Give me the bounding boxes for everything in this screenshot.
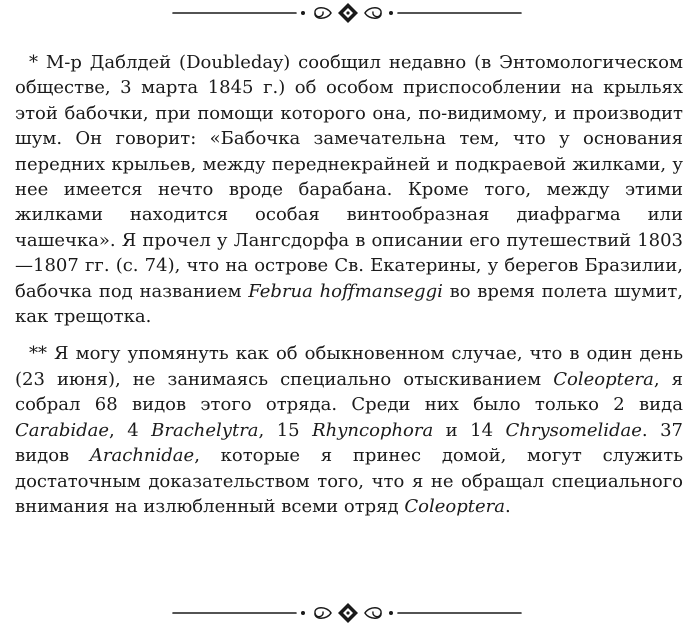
- ornament-divider-bottom: [0, 600, 696, 626]
- footnote-1-text-1: * М-р Даблдей (Doubleday) сообщил недавно (в Энтомологическом обществе, 3 марта 1845 г.) об особом приспособлении на крыльях этой бабочки, при помощи которого она, по-видимому, и производит шум. Он говорит: «Бабочка замечательна тем, что у основания передних крыльев, между переднекрайней и подкраевой жилками, у нее имеется нечто вроде барабана. Кроме того, между этими жилками находится особая винтообразная диафрагма или чашечка». Я прочел у Лангсдорфа в описании его путешествий 1803—1807 гг. (с. 74), что на острове Св. Екатерины, у берегов Бразилии, бабочка под названием: [15, 52, 683, 302]
- footnote-2-text-3: , 4: [109, 419, 152, 441]
- footnote-2-taxon-3: Brachelytra: [151, 419, 259, 441]
- ornament-divider-top: [0, 0, 696, 26]
- footnote-2-taxon-6: Arachnidae: [89, 445, 195, 467]
- footnote-2-taxon-1: Coleoptera: [553, 368, 654, 390]
- footnote-2-text-8: .: [504, 495, 511, 517]
- footnote-2-taxon-4: Rhyncophora: [312, 419, 434, 441]
- footnote-2-text-6: . 37 видов: [15, 419, 683, 467]
- footnote-1-text-2: во время полета шумит, как трещотка.: [15, 280, 684, 328]
- footnote-2-taxon-2: Carabidae: [15, 419, 110, 441]
- footnote-2-taxon-7: Coleoptera: [404, 495, 505, 517]
- footnote-2-text-2: , я собрал 68 видов этого отряда. Среди них было только 2 вида: [15, 368, 683, 416]
- footnote-2-text-1: ** Я могу упомянуть как об обыкновенном случае, что в один день (23 июня), не занимаясь специально отыскиванием: [15, 343, 683, 390]
- footnote-2-text-7: , которые я принес домой, могут служить достаточным доказательством того, что я не обращал специального внимания на излюбленный всеми отряд: [15, 445, 683, 517]
- footnotes: [15, 50, 683, 531]
- footnote-1-species-name: Februa hoffmanseggi: [248, 280, 443, 302]
- footnote-2-taxon-5: Chrysomelidae: [505, 419, 642, 441]
- footnote-2: [15, 341, 683, 519]
- footnote-1: [15, 50, 683, 329]
- footnote-2-text-4: , 15: [258, 419, 313, 441]
- footnote-2-text-5: и 14: [433, 419, 506, 441]
